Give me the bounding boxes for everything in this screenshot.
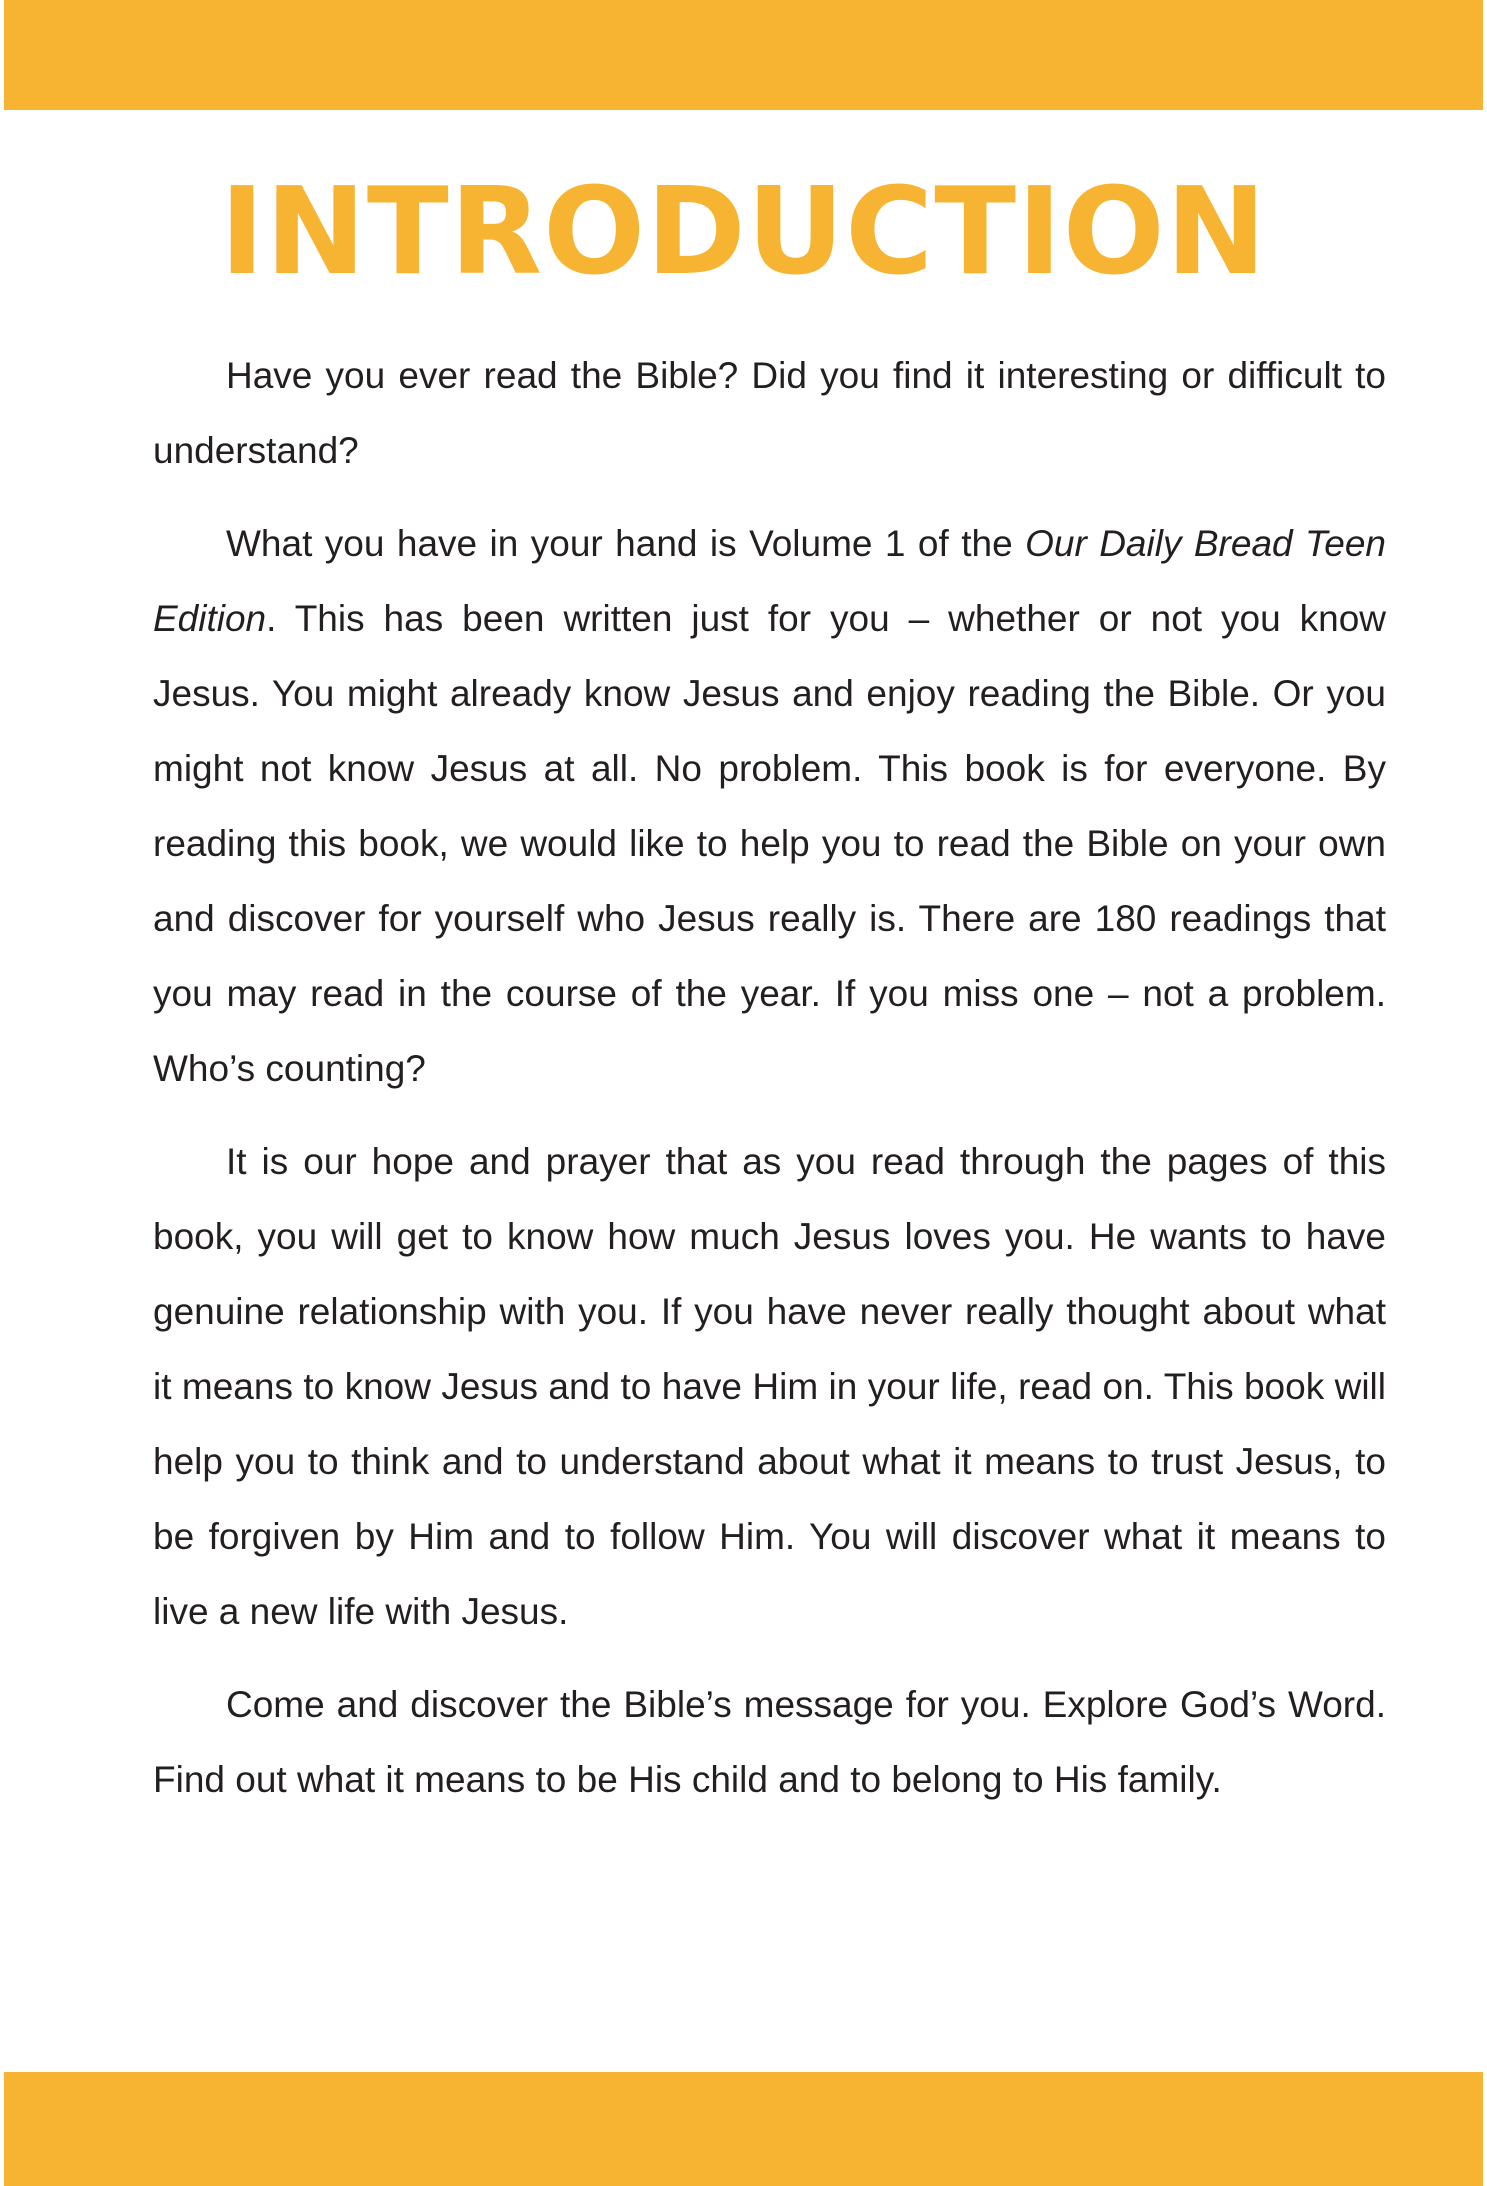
introduction-body bbox=[153, 338, 1386, 1835]
top-color-band bbox=[4, 0, 1483, 110]
paragraph-2-lead: What you have in your hand is Volume 1 of the bbox=[226, 523, 1026, 564]
paragraph-2 bbox=[153, 506, 1386, 1106]
page-title: INTRODUCTION bbox=[219, 163, 1268, 302]
paragraph-2-rest: . This has been written just for you – whether or not you know Jesus. You might already know Jesus and enjoy reading the Bible. Or you might not know Jesus at all. No problem. This book is for everyone. By reading this book, we would like to help you to read the Bible on your own and discover for yourself who Jesus really is. There are 180 readings that you may read in the course of the year. If you miss one – not a problem. Who’s counting? bbox=[153, 598, 1386, 1089]
paragraph-4: Come and discover the Bible’s message for you. Explore God’s Word. Find out what it means to be His child and to belong to His family. bbox=[153, 1684, 1386, 1800]
paragraph-3: It is our hope and prayer that as you read through the pages of this book, you will get to know how much Jesus loves you. He wants to have genuine relationship with you. If you have never really thought about what it means to know Jesus and to have Him in your life, read on. This book will help you to think and to understand about what it means to trust Jesus, to be forgiven by Him and to follow Him. You will discover what it means to live a new life with Jesus. bbox=[153, 1141, 1386, 1632]
paragraph-1: Have you ever read the Bible? Did you find it interesting or difficult to understand? bbox=[153, 355, 1386, 471]
bottom-color-band bbox=[4, 2072, 1483, 2186]
book-title-italic: Our Daily Bread Teen Edition bbox=[153, 523, 1386, 639]
